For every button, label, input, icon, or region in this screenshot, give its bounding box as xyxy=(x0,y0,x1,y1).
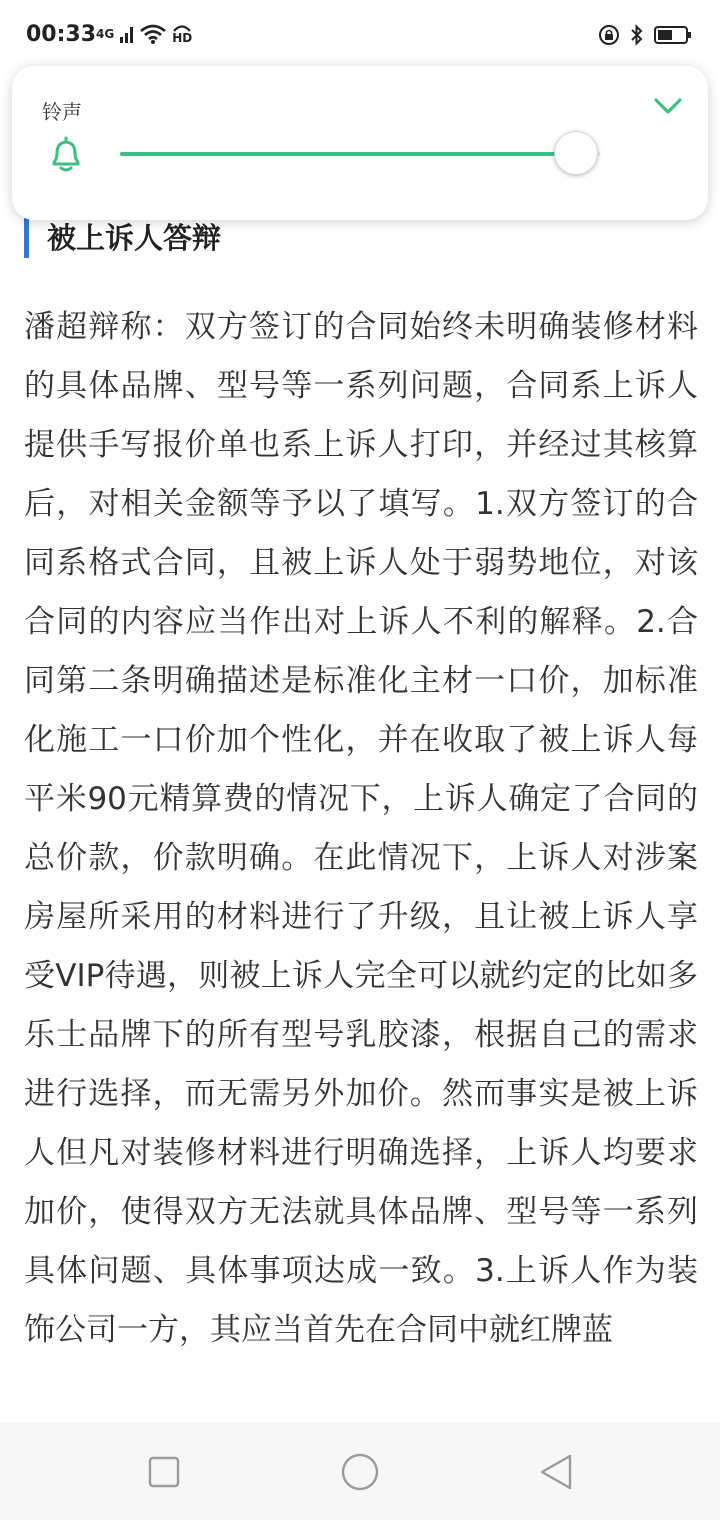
volume-slider[interactable] xyxy=(120,152,600,156)
status-bar xyxy=(0,0,720,72)
chevron-down-icon[interactable] xyxy=(650,92,686,120)
bluetooth-icon xyxy=(630,24,644,46)
status-time: 00:33 xyxy=(26,22,97,47)
recent-apps-icon[interactable] xyxy=(144,1452,184,1492)
volume-panel xyxy=(12,66,708,220)
back-icon[interactable] xyxy=(536,1452,576,1492)
volume-label: 铃声 xyxy=(42,100,82,124)
network-type-label: 4G xyxy=(96,27,115,41)
hd-label: HD xyxy=(172,31,193,45)
wifi-icon xyxy=(140,24,166,44)
article-content[interactable] xyxy=(0,72,720,1422)
navigation-bar xyxy=(0,1422,720,1520)
article-body: 潘超辩称：双方签订的合同始终未明确装修材料的具体品牌、型号等一系列问题，合同系上诉人提供手写报价单也系上诉人打印，并经过其核算后，对相关金额等予以了填写。1.双方签订的合同系格式合同，且被上诉人处于弱势地位，对该合同的内容应当作出对上诉人不利的解释。2.合同第二条明确描述是标准化主材一口价，加标准化施工一口价加个性化，并在收取了被上诉人每平米90元精算费的情况下，上诉人确定了合同的总价款，价款明确。在此情况下，上诉人对涉案房屋所采用的材料进行了升级，且让被上诉人享受VIP待遇，则被上诉人完全可以就约定的比如多乐士品牌下的所有型号乳胶漆，根据自己的需求进行选择，而无需另外加价。然而事实是被上诉人但凡对装修材料进行明确选择，上诉人均要求加价，使得双方无法就具体品牌、型号等一系列具体问题、具体事项达成一致。3.上诉人作为装饰公司一方，其应当首先在合同中就红牌蓝 xyxy=(24,309,698,1348)
rotation-lock-icon xyxy=(598,24,620,46)
status-left-icons xyxy=(96,24,192,44)
section-heading: 被上诉人答辩 xyxy=(24,218,221,258)
home-icon[interactable] xyxy=(340,1452,380,1492)
battery-icon xyxy=(654,25,692,45)
status-right-icons xyxy=(598,24,692,46)
volume-slider-thumb[interactable] xyxy=(554,131,598,175)
signal-icon xyxy=(120,25,134,43)
volume-slider-fill xyxy=(120,152,576,156)
hd-call-icon xyxy=(172,24,192,44)
bell-icon[interactable] xyxy=(46,134,86,174)
